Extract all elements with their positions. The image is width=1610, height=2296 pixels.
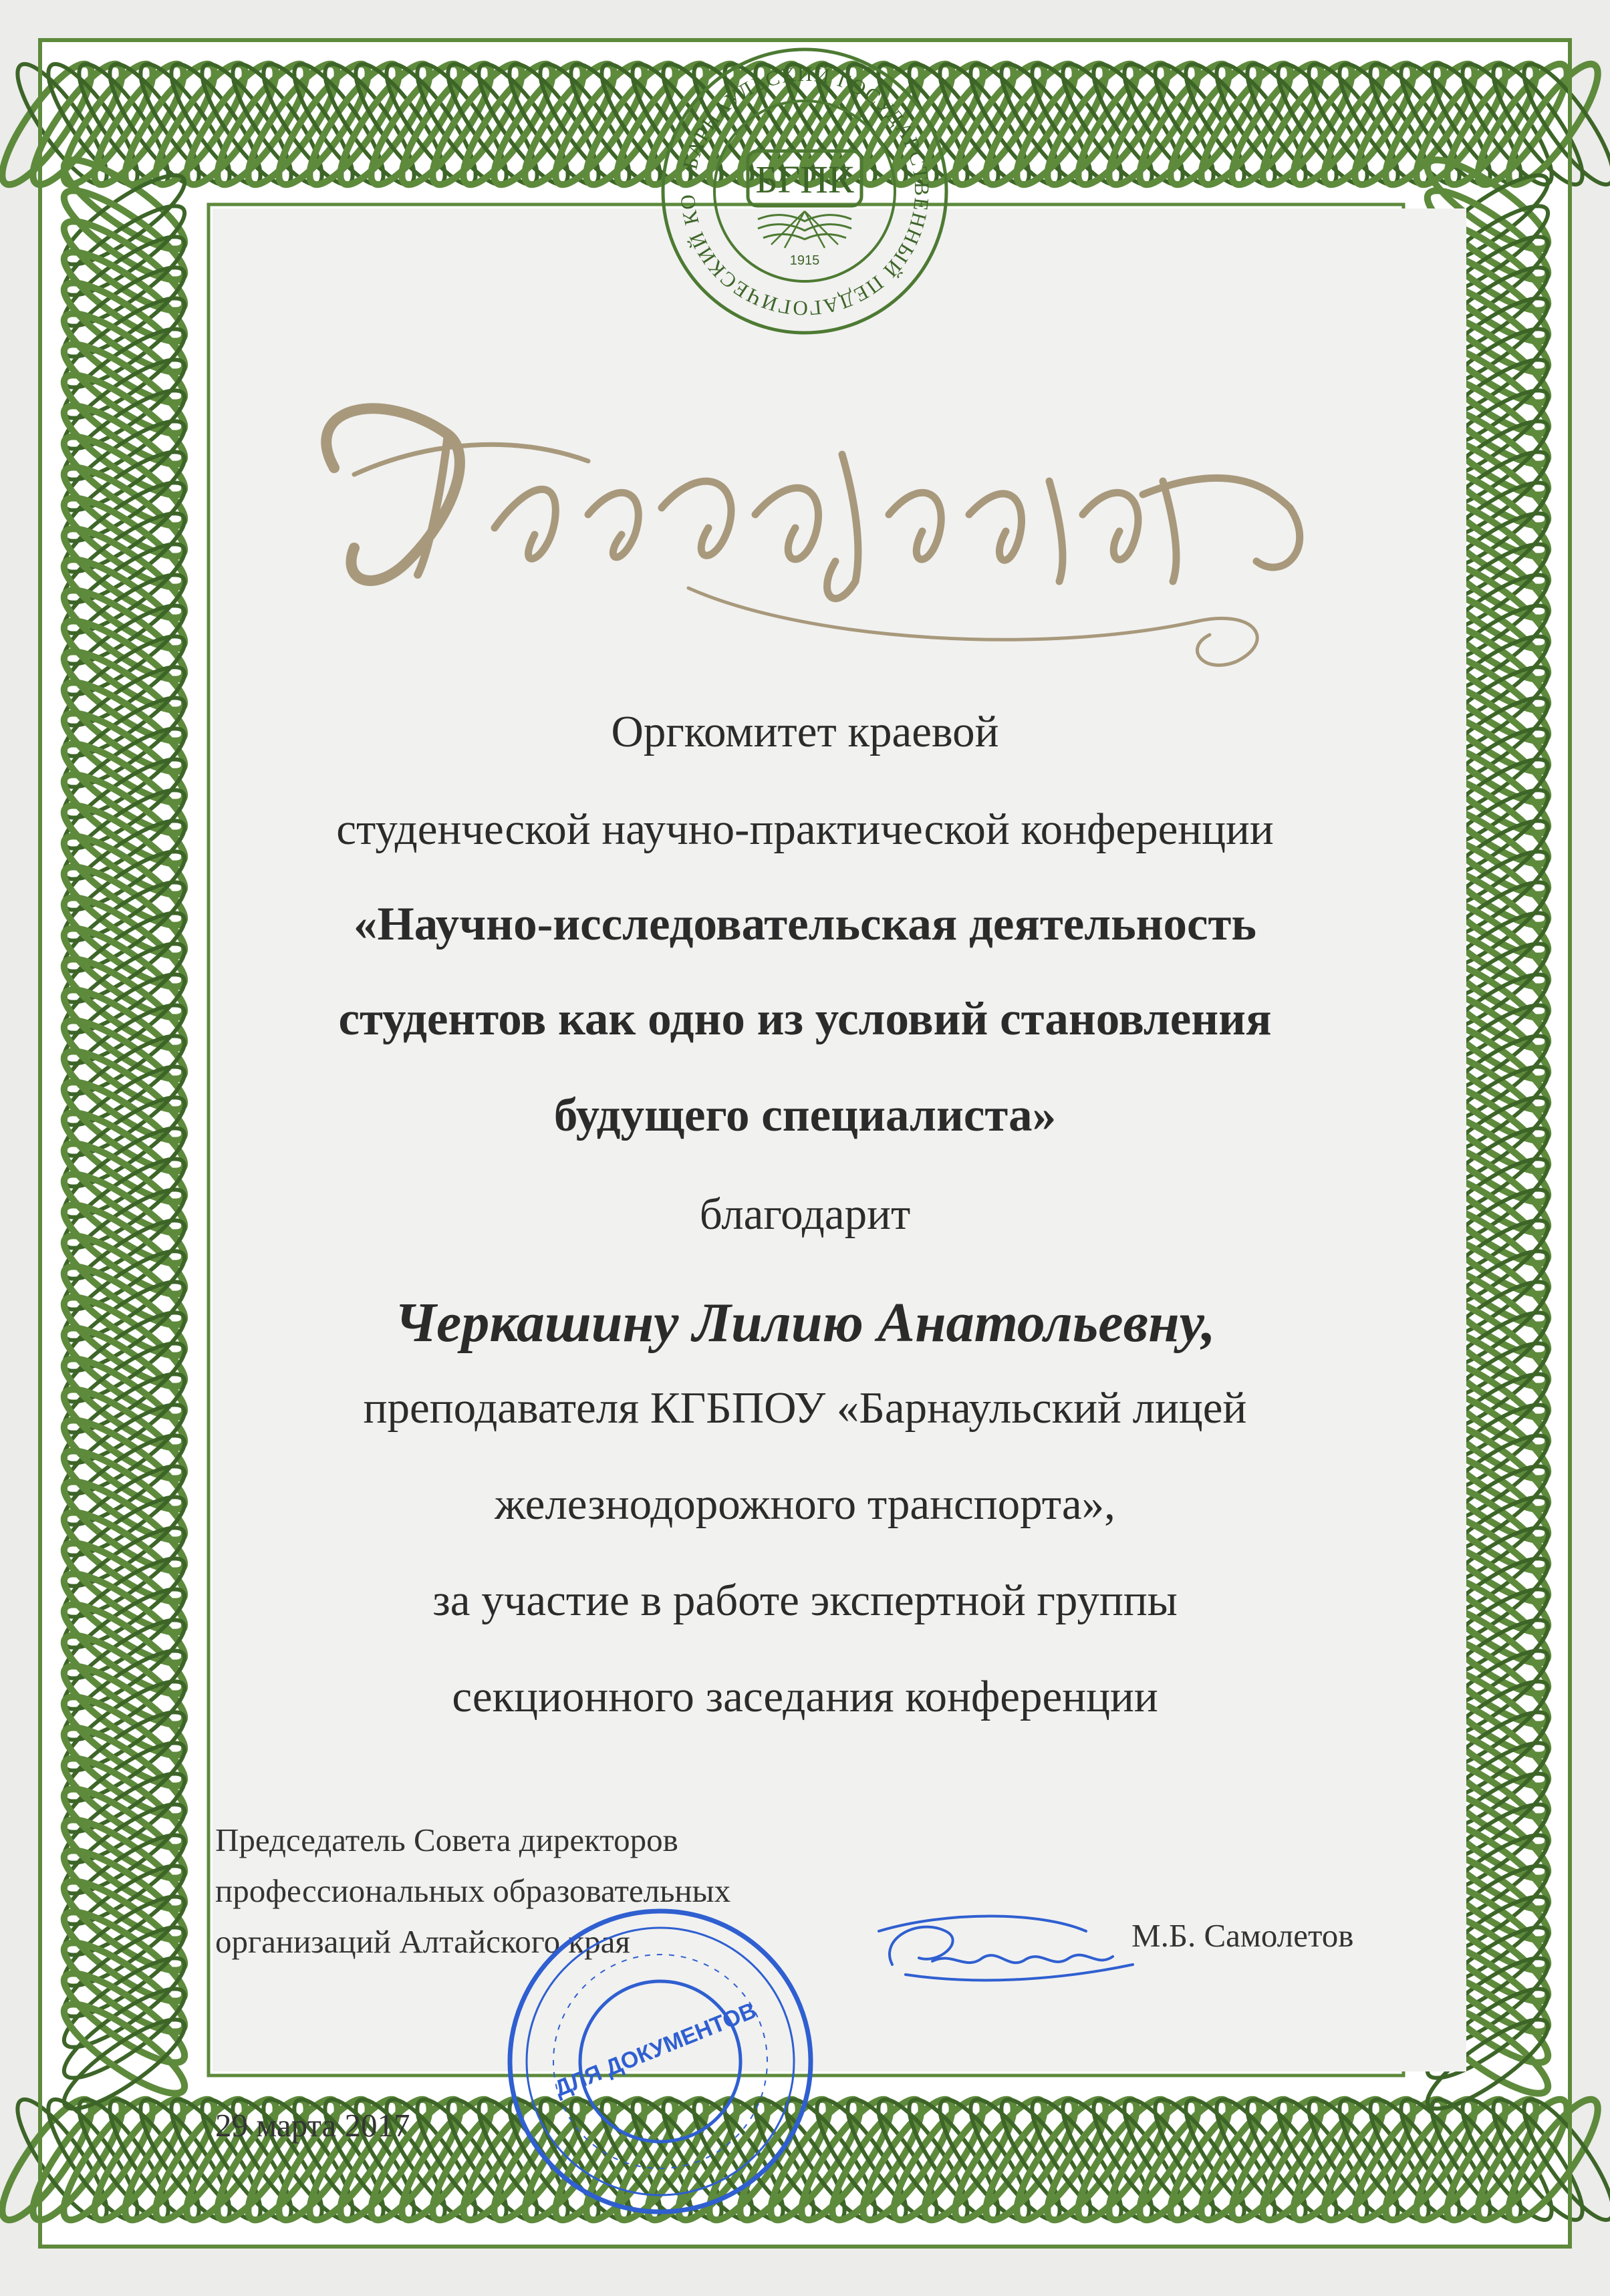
body-line-2: студенческой научно-практической конференции <box>336 805 1274 854</box>
emblem-year: 1915 <box>789 253 820 268</box>
signatory-line-1: Председатель Совета директоров <box>215 1822 678 1858</box>
issue-date: 29 марта 2017 <box>215 2107 410 2144</box>
signatory-line-3: организаций Алтайского края <box>215 1922 630 1960</box>
title-script <box>274 361 1370 682</box>
signer-name: М.Б. Самолетов <box>1131 1917 1354 1954</box>
college-emblem <box>658 44 952 338</box>
handwritten-signature <box>865 1911 1146 1991</box>
verb-line: благодарит <box>699 1189 911 1239</box>
position-line-2: железнодорожного транспорта», <box>495 1479 1115 1529</box>
reason-line-1: за участие в работе экспертной группы <box>432 1576 1178 1625</box>
conference-title-line-3: будущего специалиста» <box>553 1089 1057 1141</box>
signatory-line-2: профессиональных образовательных <box>215 1872 731 1909</box>
reason-line-2: секционного заседания конференции <box>452 1672 1158 1721</box>
stamp-center-text: ДЛЯ ДОКУМЕНТОВ <box>551 1997 761 2102</box>
recipient-name: Черкашину Лилию Анатольевну, <box>394 1292 1216 1354</box>
body-line-1: Оргкомитет краевой <box>611 707 999 756</box>
emblem-abbrev: БГПК <box>755 158 854 201</box>
conference-title-line-1: «Научно-исследовательская деятельность <box>354 898 1256 950</box>
position-line-1: преподавателя КГБПОУ «Барнаульский лицей <box>363 1383 1247 1433</box>
official-stamp <box>500 1901 821 2222</box>
conference-title-line-2: студентов как одно из условий становления <box>338 993 1272 1045</box>
emblem-ring-text: БАРНАУЛЬСКИЙ ГОСУДАРСТВЕННЫЙ ПЕДАГОГИЧЕСКИЙ КО <box>675 61 934 321</box>
